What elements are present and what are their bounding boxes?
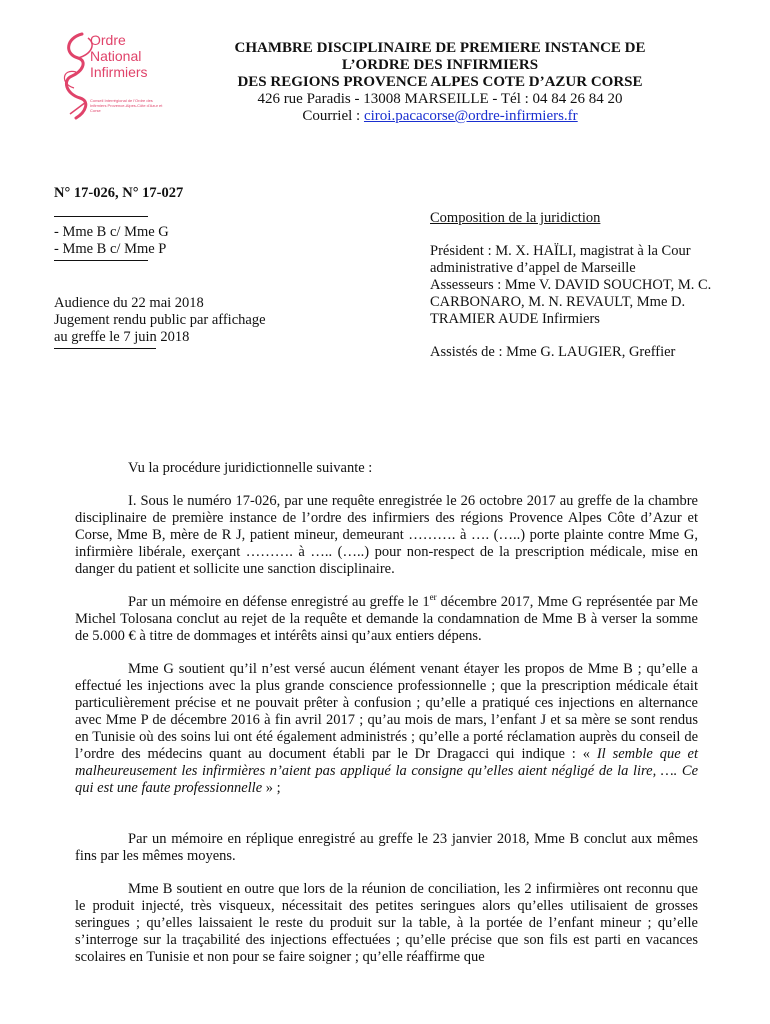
defence-text-a: Par un mémoire en défense enregistré au greffe le 1 bbox=[128, 594, 430, 610]
logo-line-ordre: Ordre bbox=[90, 32, 126, 48]
email-label: Courriel : bbox=[302, 108, 364, 124]
header-line-3: DES REGIONS PROVENCE ALPES COTE D’AZUR CORSE bbox=[237, 74, 643, 90]
case-metadata bbox=[54, 185, 384, 349]
composition-clerk: Assistés de : Mme G. LAUGIER, Greffier bbox=[430, 344, 676, 360]
logo-line-national: National bbox=[90, 48, 142, 64]
case-numbers: N° 17-026, N° 17-027 bbox=[54, 185, 184, 201]
letterhead bbox=[180, 40, 700, 125]
doctor-quote: Il semble que et malheureusement les infirmières n’aient pas appliqué la consigne qu’elles aient négligé de la lire, …. Ce qui est une faute professionnelle bbox=[75, 746, 698, 796]
logo-wordmark bbox=[90, 32, 148, 80]
defence-text-b: décembre 2017, Mme G représentée par Me Michel Tolosana conclut au rejet de la requête et demande la condamnation de Mme B à verser la somme de 5.000 € à titre de dommages et intérêts ainsi qu’aux entiers dépens. bbox=[75, 594, 698, 644]
arguments-text: Mme G soutient qu’il n’est versé aucun élément venant étayer les propos de Mme B ; qu’elle a effectué les injections avec la plus grande conscience professionnelle ; que la prescription médicale était particulièrement précise et ne pouvait prêter à confusion ; qu’elle a pratiqué ces injections en alternance avec Mme P de décembre 2016 à fin avril 2017 ; qu’au mois de mars, l’enfant J et sa mère se sont rendus en Tunisie où des soins lui ont été également administrés ; qu’elle a porté réclamation auprès du conseil de l’ordre des médecins quant au document établi par le Dr Dragacci qui indique : « bbox=[75, 661, 698, 762]
procedure-intro: Vu la procédure juridictionnelle suivante : bbox=[128, 460, 373, 476]
hearing-line-3: au greffe le 7 juin 2018 bbox=[54, 329, 190, 345]
composition-president: Président : M. X. HAÏLI, magistrat à la Cour administrative d’appel de Marseille bbox=[430, 243, 691, 276]
superscript-er: er bbox=[429, 592, 437, 603]
arguments-end: » ; bbox=[262, 780, 281, 796]
header-line-2: L’ORDRE DES INFIRMIERS bbox=[341, 57, 539, 73]
header-email-line bbox=[180, 108, 700, 125]
party-line-1: - Mme B c/ Mme G bbox=[54, 224, 169, 240]
court-composition bbox=[430, 210, 720, 361]
paragraph-defence-arguments bbox=[75, 661, 698, 797]
party-line-2: - Mme B c/ Mme P bbox=[54, 241, 167, 257]
logo-fine-print: Conseil Interrégional de l'Ordre des Infirmiers Provence-Alpes-Côte d'Azur et Corse bbox=[90, 98, 163, 113]
paragraph-reply: Par un mémoire en réplique enregistré au greffe le 23 janvier 2018, Mme B conclut aux mêmes fins par les mêmes moyens. bbox=[75, 831, 698, 864]
composition-assessors: Assesseurs : Mme V. DAVID SOUCHOT, M. C. CARBONARO, M. N. REVAULT, Mme D. TRAMIER AUDE Infirmiers bbox=[430, 277, 712, 327]
header-line-1: CHAMBRE DISCIPLINAIRE DE PREMIERE INSTANCE DE bbox=[234, 40, 646, 56]
judgment-body bbox=[75, 460, 698, 966]
hearing-line-1: Audience du 22 mai 2018 bbox=[54, 295, 204, 311]
separator-rule bbox=[54, 348, 156, 349]
logo-line-infirmiers: Infirmiers bbox=[90, 64, 148, 80]
paragraph-defence bbox=[75, 594, 698, 645]
hearing-line-2: Jugement rendu public par affichage bbox=[54, 312, 266, 328]
paragraph-reply-arguments: Mme B soutient en outre que lors de la réunion de conciliation, les 2 infirmières ont reconnu que le produit injecté, très visqueux, nécessitait des petites seringues alors qu’elles utilisaient de grosses seringues ; qu’elles laissaient le reste du produit sur la table, à la portée de l’enfant mineur ; qu’elle s’interroge sur la traçabilité des injections effectuées ; qu’elle précise que son fils est parti en vacances scolaires en Tunisie et non pour se faire soigner ; qu’elle réaffirme que bbox=[75, 881, 698, 965]
header-address: 426 rue Paradis - 13008 MARSEILLE - Tél : 04 84 26 84 20 bbox=[257, 91, 623, 107]
composition-title: Composition de la juridiction bbox=[430, 210, 601, 226]
email-link[interactable]: ciroi.pacacorse@ordre-infirmiers.fr bbox=[363, 108, 578, 124]
paragraph-complaint: I. Sous le numéro 17-026, par une requête enregistrée le 26 octobre 2017 au greffe de la chambre disciplinaire de première instance de l’ordre des infirmiers des régions Provence Alpes Côte d’Azur et Corse, Mme B, mère de R J, patient mineur, demeurant ………. à …. (…..) porte plainte contre Mme G, infirmière libérale, exerçant ………. à ….. (…..) pour non-respect de la prescription médicale, mise en danger du patient et sollicite une sanction disciplinaire. bbox=[75, 493, 698, 577]
